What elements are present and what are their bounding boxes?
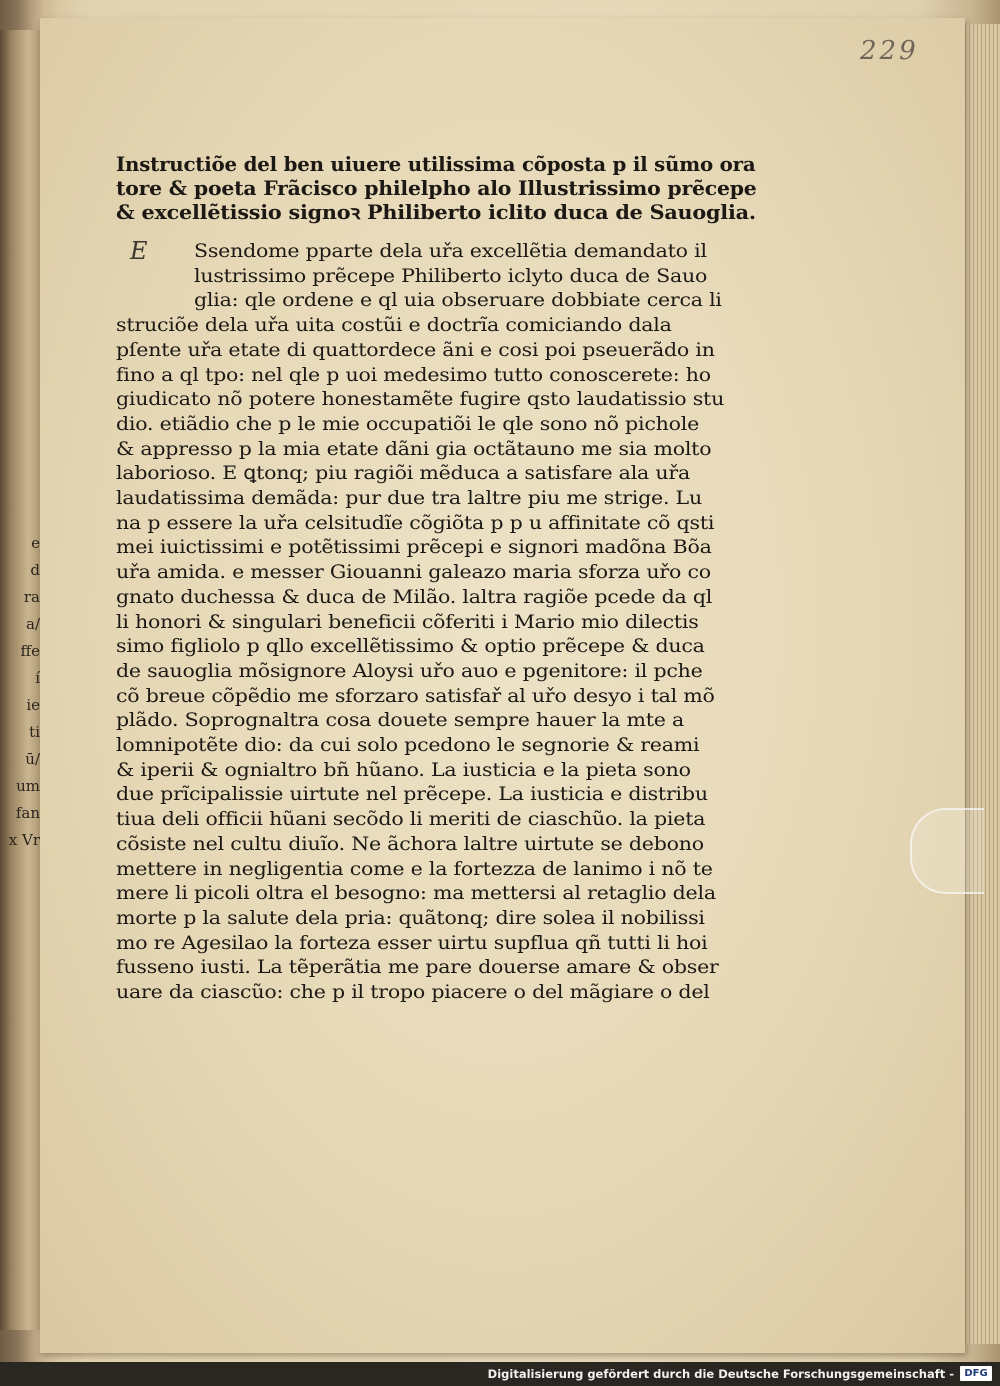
leaf-fragment: fan xyxy=(15,804,40,822)
leaf-fragment: x Vr xyxy=(8,831,40,849)
footer-bar xyxy=(0,1362,1000,1386)
body-line: Ssendome pparte dela uřa excellẽtia demandato il xyxy=(194,240,707,262)
leaf-fragment: um xyxy=(16,777,40,795)
title-line: tore & poeta Frãcisco philelpho alo Illustrissimo prẽcepe xyxy=(116,177,757,200)
leaf-fragment: ie xyxy=(26,696,40,714)
page-edge-stack xyxy=(961,24,1000,1344)
body-line: lomnipotẽte dio: da cui solo pcedono le segnorie & reami xyxy=(116,734,700,757)
title-line: Instructiõe del ben uiuere utilissima cõposta p il sũmo ora xyxy=(116,153,756,176)
body-line: giudicato nõ potere honestamẽte fugire qsto laudatissio stu xyxy=(116,388,725,411)
text-block xyxy=(116,153,756,1005)
body-line: mere li picoli oltra el besogno: ma mettersi al retaglio dela xyxy=(116,882,716,905)
body-line: dio. etiãdio che p le mie occupatiõi le qle sono nõ pichole xyxy=(116,412,700,435)
body-line: gnato duchessa & duca de Milão. laltra ragiõe pcede da ql xyxy=(116,585,713,608)
body-line: mei iuictissimi e potẽtissimi prẽcepi e signori madõna Bõa xyxy=(116,536,712,559)
body-line: uare da ciascũo: che p il tropo piacere o del mãgiare o del xyxy=(116,981,710,1004)
page-clip xyxy=(910,808,984,894)
leaf-fragment: ti xyxy=(29,723,40,741)
body-line: li honori & singulari beneficii cõferiti i Mario mio dilectis xyxy=(116,610,699,633)
body-line: na p essere la uřa celsitudĩe cõgiõta p p u affinitate cõ qsti xyxy=(116,511,715,534)
leaf-fragment: í xyxy=(35,669,40,687)
leaf-fragment: ra xyxy=(23,588,40,606)
leaf-fragment: ffe xyxy=(20,642,40,660)
body-line: tiua deli officii hũani secõdo li meriti de ciaschũo. la pieta xyxy=(116,808,706,831)
leaf-fragment: d xyxy=(30,561,40,579)
body-line: morte p la salute dela pria: quãtonq; dire solea il nobilissi xyxy=(116,906,705,929)
leaf-fragment: e xyxy=(31,534,40,552)
body-line: uřa amida. e messer Giouanni galeazo maria sforza uřo co xyxy=(116,561,711,584)
funding-notice: Digitalisierung gefördert durch die Deutsche Forschungsgemeinschaft - xyxy=(487,1367,954,1381)
body-block xyxy=(116,239,756,1005)
previous-leaf-edge xyxy=(0,30,41,1330)
body-line: due prĩcipalissie uirtute nel prẽcepe. La iusticia e distribu xyxy=(116,783,708,806)
body-line: fino a ql tpo: nel qle p uoi medesimo tutto conoscerete: ho xyxy=(116,363,711,386)
book-page xyxy=(40,18,965,1353)
body-line: & appresso p la mia etate dãni gia octãtauno me sia molto xyxy=(116,437,712,460)
body-line: mettere in negligentia come e la fortezza de lanimo i nõ te xyxy=(116,857,713,880)
folio-number: 229 xyxy=(860,36,919,66)
body-line: fusseno iusti. La tẽperãtia me pare douerse amare & obser xyxy=(116,956,719,979)
title-line: & excellẽtissio signoꝛ Philiberto iclito duca de Sauoglia. xyxy=(116,201,756,224)
body-line: struciõe dela uřa uita costũi e doctrĩa comiciando dala xyxy=(116,314,672,337)
previous-leaf-text-fragments xyxy=(2,530,40,854)
body-line: simo figliolo p qllo excellẽtissimo & optio prẽcepe & duca xyxy=(116,635,705,658)
leaf-fragment: ū/ xyxy=(25,750,40,768)
initial-guide-letter: E xyxy=(130,237,148,265)
body-line: cõ breue cõpẽdio me sforzaro satisfař al uřo desyo i tal mõ xyxy=(116,684,715,707)
body-line: laborioso. E ꝗtonq; piu ragiõi mẽduca a satisfare ala uřa xyxy=(116,462,690,485)
body-line: lustrissimo prẽcepe Philiberto iclyto duca de Sauo xyxy=(194,264,708,287)
body-line: mo re Agesilao la forteza esser uirtu supflua qñ tutti li hoi xyxy=(116,931,708,954)
body-line: & iperii & ognialtro bñ hũano. La iusticia e la pieta sono xyxy=(116,758,691,781)
body-line: pſente uřa etate di quattordece ãni e cosi poi pseuerãdo in xyxy=(116,338,715,361)
body-line: glia: qle ordene e ql uia obseruare dobbiate cerca li xyxy=(194,289,722,312)
body-line: laudatissima demãda: pur due tra laltre piu me strige. Lu xyxy=(116,487,702,510)
body-line: de sauoglia mõsignore Aloysi uřo auo e pgenitore: il pche xyxy=(116,659,703,682)
title-block xyxy=(116,153,756,225)
body-line: plãdo. Soprognaltra cosa douete sempre hauer la mte a xyxy=(116,709,685,732)
dfg-logo: DFG xyxy=(960,1366,992,1381)
body-line: cõsiste nel cultu diuĩo. Ne ãchora laltre uirtute se debono xyxy=(116,832,704,855)
leaf-fragment: a/ xyxy=(26,615,40,633)
